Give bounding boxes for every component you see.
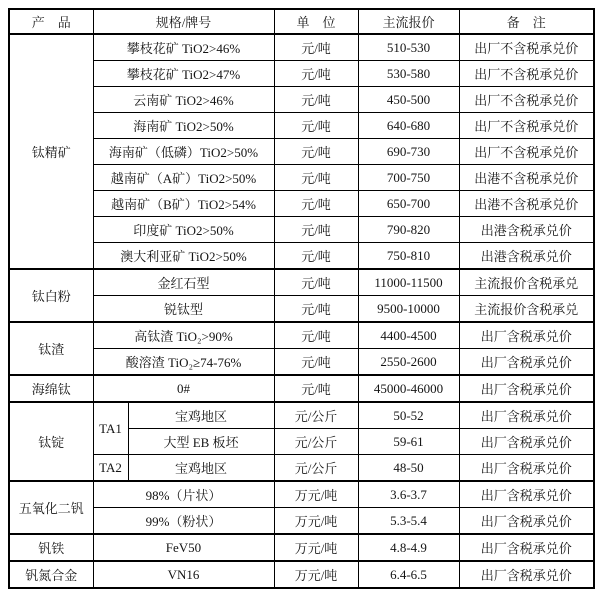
table-row: [9, 455, 594, 482]
table-row: [9, 561, 594, 588]
price-cell: 50-52: [358, 402, 459, 429]
product-cell: 钛锭: [9, 402, 93, 481]
table-row: [9, 217, 594, 243]
remark-cell: 出厂含税承兑价: [459, 322, 594, 349]
remark-cell: 出厂含税承兑价: [459, 402, 594, 429]
table-row: [9, 243, 594, 270]
table-row: [9, 269, 594, 296]
price-cell: 2550-2600: [358, 349, 459, 376]
unit-cell: 元/公斤: [274, 402, 358, 429]
unit-cell: 元/吨: [274, 139, 358, 165]
spec-cell: 越南矿（B矿）TiO2>54%: [93, 191, 274, 217]
col-header-product: 产 品: [9, 9, 93, 34]
price-cell: 4400-4500: [358, 322, 459, 349]
remark-cell: 主流报价含税承兑: [459, 269, 594, 296]
product-cell: 钒铁: [9, 534, 93, 561]
spec-cell: 攀枝花矿 TiO2>46%: [93, 34, 274, 61]
price-cell: 700-750: [358, 165, 459, 191]
spec-cell: 越南矿（A矿）TiO2>50%: [93, 165, 274, 191]
unit-cell: 元/吨: [274, 243, 358, 270]
spec-cell: 金红石型: [93, 269, 274, 296]
price-cell: 640-680: [358, 113, 459, 139]
unit-cell: 元/吨: [274, 269, 358, 296]
price-cell: 5.3-5.4: [358, 508, 459, 535]
remark-cell: 出厂不含税承兑价: [459, 61, 594, 87]
price-table: [8, 8, 595, 589]
spec-cell: 云南矿 TiO2>46%: [93, 87, 274, 113]
product-cell: 海绵钛: [9, 375, 93, 402]
product-cell: 钛白粉: [9, 269, 93, 322]
table-row: [9, 402, 594, 429]
unit-cell: 元/吨: [274, 349, 358, 376]
remark-cell: 出港含税承兑价: [459, 243, 594, 270]
unit-cell: 元/公斤: [274, 429, 358, 455]
price-cell: 3.6-3.7: [358, 481, 459, 508]
price-cell: 510-530: [358, 34, 459, 61]
remark-cell: 出厂含税承兑价: [459, 349, 594, 376]
price-cell: 48-50: [358, 455, 459, 482]
remark-cell: 出厂不含税承兑价: [459, 34, 594, 61]
table-row: [9, 349, 594, 376]
spec-cell: FeV50: [93, 534, 274, 561]
spec-cell: 宝鸡地区: [128, 402, 274, 429]
remark-cell: 出厂不含税承兑价: [459, 139, 594, 165]
price-cell: 450-500: [358, 87, 459, 113]
spec-cell: 印度矿 TiO2>50%: [93, 217, 274, 243]
table-row: [9, 508, 594, 535]
product-cell: 钛渣: [9, 322, 93, 375]
price-cell: 530-580: [358, 61, 459, 87]
grade-cell: TA2: [93, 455, 128, 482]
remark-cell: 出港不含税承兑价: [459, 191, 594, 217]
remark-cell: 出厂含税承兑价: [459, 481, 594, 508]
unit-cell: 万元/吨: [274, 534, 358, 561]
remark-cell: 出厂含税承兑价: [459, 455, 594, 482]
remark-cell: 出厂含税承兑价: [459, 508, 594, 535]
price-cell: 59-61: [358, 429, 459, 455]
spec-cell: 宝鸡地区: [128, 455, 274, 482]
spec-cell: 酸溶渣 TiO₂≥74-76%: [93, 349, 274, 376]
header-row: [9, 9, 594, 34]
col-header-price: 主流报价: [358, 9, 459, 34]
product-cell: 钒氮合金: [9, 561, 93, 588]
remark-cell: 出厂不含税承兑价: [459, 113, 594, 139]
unit-cell: 元/吨: [274, 375, 358, 402]
spec-cell: 锐钛型: [93, 296, 274, 323]
col-header-remark: 备 注: [459, 9, 594, 34]
unit-cell: 元/吨: [274, 34, 358, 61]
price-cell: 790-820: [358, 217, 459, 243]
unit-cell: 元/吨: [274, 322, 358, 349]
unit-cell: 元/吨: [274, 296, 358, 323]
unit-cell: 元/吨: [274, 191, 358, 217]
price-cell: 4.8-4.9: [358, 534, 459, 561]
remark-cell: 出港不含税承兑价: [459, 165, 594, 191]
spec-cell: 99%（粉状）: [93, 508, 274, 535]
table-row: [9, 191, 594, 217]
table-row: [9, 113, 594, 139]
unit-cell: 元/吨: [274, 165, 358, 191]
spec-cell: 攀枝花矿 TiO2>47%: [93, 61, 274, 87]
unit-cell: 元/吨: [274, 87, 358, 113]
unit-cell: 元/吨: [274, 217, 358, 243]
spec-cell: 海南矿（低磷）TiO2>50%: [93, 139, 274, 165]
spec-cell: 海南矿 TiO2>50%: [93, 113, 274, 139]
unit-cell: 万元/吨: [274, 481, 358, 508]
remark-cell: 出港含税承兑价: [459, 217, 594, 243]
unit-cell: 万元/吨: [274, 508, 358, 535]
grade-cell: TA1: [93, 402, 128, 455]
table-row: [9, 139, 594, 165]
table-row: [9, 34, 594, 61]
product-cell: 钛精矿: [9, 34, 93, 269]
table-row: [9, 322, 594, 349]
spec-cell: 大型 EB 板坯: [128, 429, 274, 455]
table-row: [9, 375, 594, 402]
price-cell: 650-700: [358, 191, 459, 217]
table-row: [9, 534, 594, 561]
remark-cell: 出厂含税承兑价: [459, 375, 594, 402]
remark-cell: 主流报价含税承兑: [459, 296, 594, 323]
remark-cell: 出厂含税承兑价: [459, 561, 594, 588]
remark-cell: 出厂不含税承兑价: [459, 87, 594, 113]
price-cell: 45000-46000: [358, 375, 459, 402]
table-row: [9, 296, 594, 323]
spec-cell: 0#: [93, 375, 274, 402]
unit-cell: 万元/吨: [274, 561, 358, 588]
table-row: [9, 87, 594, 113]
price-cell: 11000-11500: [358, 269, 459, 296]
col-header-unit: 单 位: [274, 9, 358, 34]
unit-cell: 元/吨: [274, 61, 358, 87]
spec-cell: VN16: [93, 561, 274, 588]
remark-cell: 出厂含税承兑价: [459, 534, 594, 561]
product-cell: 五氧化二钒: [9, 481, 93, 534]
spec-cell: 澳大利亚矿 TiO2>50%: [93, 243, 274, 270]
table-row: [9, 481, 594, 508]
price-cell: 6.4-6.5: [358, 561, 459, 588]
unit-cell: 元/吨: [274, 113, 358, 139]
price-cell: 690-730: [358, 139, 459, 165]
spec-cell: 高钛渣 TiO₂>90%: [93, 322, 274, 349]
price-cell: 9500-10000: [358, 296, 459, 323]
unit-cell: 元/公斤: [274, 455, 358, 482]
col-header-spec: 规格/牌号: [93, 9, 274, 34]
price-cell: 750-810: [358, 243, 459, 270]
spec-cell: 98%（片状）: [93, 481, 274, 508]
table-row: [9, 165, 594, 191]
remark-cell: 出厂含税承兑价: [459, 429, 594, 455]
table-row: [9, 61, 594, 87]
